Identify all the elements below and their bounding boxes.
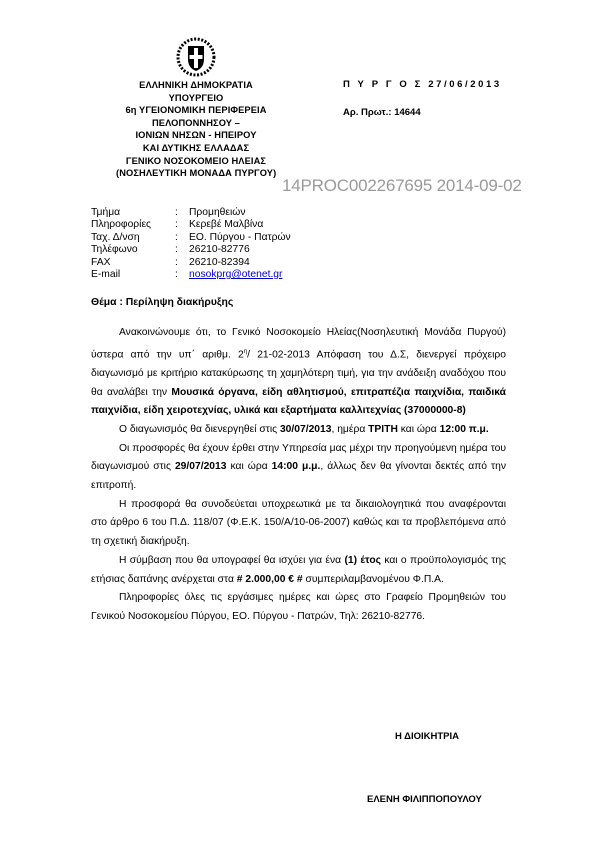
paragraph-tender-date: Ο διαγωνισμός θα διενεργηθεί στις 30/07/2013, ημέρα ΤΡΙΤΗ και ώρα 12:00 π.μ. bbox=[119, 423, 489, 435]
header-line: (ΝΟΣΗΛΕΥΤΙΚΗ ΜΟΝΑΔΑ ΠΥΡΓΟΥ) bbox=[116, 168, 277, 179]
paragraph-contract: Η σύμβαση που θα υπογραφεί θα ισχύει για ένα (1) έτος και ο προϋπολογισμός της ετήσιας δαπάνης ανέρχεται στα # 2.000,00 € # συμπεριλαμβανομένου Φ.Π.Α. bbox=[91, 554, 507, 585]
header-line: 6η ΥΓΕΙΟΝΟΜΙΚΗ ΠΕΡΙΦΕΡΕΙΑ bbox=[125, 105, 267, 116]
subject-line: Θέμα : Περίληψη διακήρυξης bbox=[91, 297, 234, 308]
signatory-name: ΕΛΕΝΗ ΦΙΛΙΠΠΟΠΟΥΛΟΥ bbox=[367, 794, 482, 805]
greek-coat-of-arms-icon bbox=[176, 37, 216, 77]
place-and-date: Π Υ Ρ Γ Ο Σ 27/06/2013 bbox=[343, 79, 502, 90]
header-line: ΚΑΙ ΔΥΤΙΚΗΣ ΕΛΛΑΔΑΣ bbox=[142, 142, 250, 153]
header-line: ΕΛΛΗΝΙΚΗ ΔΗΜΟΚΡΑΤΙΑ bbox=[139, 80, 253, 90]
paragraph-offers-deadline: Οι προσφορές θα έχουν έρθει στην Υπηρεσία μας μέχρι την προηγούμενη ημέρα του διαγωνισμού στις 29/07/2013 και ώρα 14:00 μ.μ., άλλως δεν θα γίνονται δεκτές από την επιτροπή. bbox=[91, 442, 506, 492]
paragraph-documents: Η προσφορά θα συνοδεύεται υποχρεωτικά με τα δικαιολογητικά που αναφέρονται στο άρθρο 6 του Π.Δ. 118/07 (Φ.Ε.Κ. 150/Α/10-06-2007) καθώς και τα προβλεπόμενα από τη σχετική διακήρυξη. bbox=[91, 498, 506, 548]
notice-body bbox=[91, 324, 506, 627]
signatory-title: Η ΔΙΟΙΚΗΤΡΙΑ bbox=[395, 731, 460, 742]
paragraph-information: Πληροφορίες όλες τις εργάσιμες ημέρες και ώρες στο Γραφείο Προμηθειών του Γενικού Νοσοκομείου Πύργου, ΕΟ. Πύργου - Πατρών, Τηλ: 26210-82776. bbox=[91, 592, 506, 622]
diavgeia-stamp: 14PROC002267695 2014-09-02 bbox=[282, 176, 522, 195]
email-link[interactable]: nosokprg@otenet.gr bbox=[189, 268, 283, 280]
header-line: ΓΕΝΙΚΟ ΝΟΣΟΚΟΜΕΙΟ ΗΛΕΙΑΣ bbox=[125, 155, 267, 166]
paragraph-announcement: Ανακοινώνουμε ότι, το Γενικό Νοσοκομείο Ηλείας(Νοσηλευτική Μονάδα Πυργού) ύστερα από την υπ΄ αριθμ. $2^\eta/$ 21-02-2013 Απόφαση του Δ.Σ, διενεργεί πρόχειρο διαγωνισμό με κριτήριο κατακύρωσης τη χαμηλότερη τιμή, για την ανάδειξη αναδόχου που θα αναλάβει την Μουσικά όργανα, είδη αθλητισμού, επιτραπέζια παιχνίδια, παιδικά παιχνίδια, είδη χειροτεχνίας, υλικά και εξαρτήματα καλλιτεχνίας (37000000-8) bbox=[91, 327, 506, 417]
header-line: ΥΠΟΥΡΓΕΙΟ bbox=[168, 92, 224, 103]
issuer-header bbox=[116, 79, 276, 180]
header-line: ΙΟΝΙΩΝ ΝΗΣΩΝ - ΗΠΕΙΡΟΥ bbox=[135, 130, 257, 141]
protocol-number: Αρ. Πρωτ.: 14644 bbox=[343, 107, 421, 118]
header-line: ΠΕΛΟΠΟΝΝΗΣΟΥ – bbox=[151, 117, 241, 128]
tender-object: Μουσικά όργανα, είδη αθλητισμού, επιτραπέζια παιχνίδια, παιδικά παιχνίδια, είδη χειροτεχνίας, υλικά και εξαρτήματα καλλιτεχνίας (37000000-8) bbox=[91, 386, 506, 417]
